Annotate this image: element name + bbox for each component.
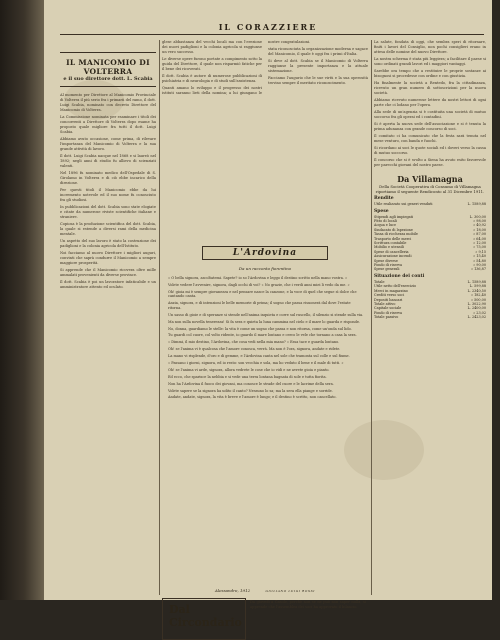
finance-line-amount: » 500,00 [470,297,486,302]
article-paragraph: Al momento per Direttore al Manicomio Provinciale di Volterra il più serio fra i primarii del ramo, il dott. Luigi Scabia, nominato con decreto Direttore del Manicomio di Volterra. [60,93,156,112]
finance-line-label: Tassa di ricchezza mobile [374,232,418,237]
finance-line-label: Spese diverse [374,258,398,263]
article-header-box [60,52,156,87]
article-paragraph: Nel 1896 fu nominato medico dell'Ospedale di S. Girolamo in Volterra e di ciò ebbe incarico della direzione. [60,171,156,185]
column-divider [159,40,160,595]
finance-line-amount: » 23,02 [473,310,486,315]
article-paragraph: Copiosa è la produzione scientifica del dott. Scabia, la quale si estende a diversi rami della medicina mentale. [60,222,156,236]
finance-line-amount: » 98,00 [473,219,486,223]
center-paragraph: Facciamo l'augurio che le sue virtù e la sua operosità trovino sempre il meritato riconoscimento. [268,76,368,85]
finance-line-label: Trasporto delle merci [374,236,412,241]
article-paragraph: La Commissione nominata per esaminare i titoli dei concorrenti a Direttore di Volterra dopo esame ha proposto quale migliore fra tutti il dott. Luigi Scabia. [60,115,156,134]
right-paragraph: Si è aperta la nuova sede dell'associazione e si è tenuta la prima adunanza con grande concorso di soci. [374,122,486,131]
finance-line-label: Fondo di riserva [374,263,403,268]
finance-line-amount: » 18,00 [473,227,486,232]
finance-line-amount: » 90,00 [473,263,486,268]
center-bottom-paragraph: Da giovedì a Casole, perchè non se ne può non saper nulla, si apprende che l'assemblea dei soci ha approvato il bilancio. [250,600,366,609]
poem-stanza: Andate, andate, signora, la vita è breve e l'amore è lungo; e il destino è scritto, non cancellato. [168,395,337,400]
finance-line-label: Sindacato di Ispezione [374,227,413,232]
right-paragraph: La nostra scherma è stata più leggiera; a facilitare il paese si sono ordinati grandi lavori ed i maggiori vantaggi. [374,57,486,66]
finance-line-amount: » 136,87 [470,267,486,272]
finance-line-amount: » 87,00 [473,232,486,237]
finance-title: Da Villamagna [397,174,463,184]
poem-stanza: La mano vi risplende, d'oro e di gemme, e l'Ardovina canta nel sole che tramonta sul colle e sul fiume. [168,354,350,359]
poem-signature-name: Alessandro, 1912 [214,588,251,593]
poem-signature [162,588,368,593]
finance-line-amount: » 75,00 [473,245,486,250]
center-paragraph: Quanti amano lo sviluppo e il progresso dei nostri istituti saranno lieti della nomina; a lui giungano le nostre congratulazioni. [162,40,311,95]
poem-stanza: « Dimmi, il mio destino, l'Ardovina, che cosa vedi nella mia mano? » Essa tace e guarda lontano. [168,340,340,345]
poem-stanza: Volete vedere l'avvenire, signora, dagli occhi di voi? « No grazie, che i verdi anni miei li vedo da me. » [168,282,350,287]
circondario-box [162,598,246,640]
poem-body [168,276,364,402]
poem-stanza: No, donna, guardiamo le stelle: la vita è come un sogno che passa e non ritorna, come un'onda sul lido. [168,326,352,331]
center-paragraph: Il dott. Scabia è autore di numerose pubblicazioni di psichiatria e di neurologia e di studi sull'assistenza. [162,74,262,83]
finance-table [374,196,486,319]
finance-line-label: Depositi bancari [374,297,403,302]
masthead: IL CORAZZIERE [218,22,318,32]
book-binding [0,0,44,600]
right-paragraph: Il concorso che si è svolto a Siena ha avuto esito favorevole per parecchi giovani del nostro paese. [374,158,486,167]
finance-line-label: Spese di cancelleria [374,249,409,254]
poem-stanza: « O bella signora, ascoltatemi. Sapete? io so l'Ardovina e leggo il destino scritto nella mano vostra. » [168,276,348,280]
poem-stanza: Oh! gioia mi è sempre giovanezza e nel pensare nasce la canzone, e la voce di quel che segue sì dolce che cantando canta. [168,289,357,299]
finance-line-amount: L. 599,88 [469,284,486,289]
article-paragraph: In pubblicazioni del dott. Scabia sono state elogiate e citate da numerose riviste scientifiche italiane e straniere. [60,205,156,219]
finance-line-label: Mobilio e utensili [374,245,404,250]
circondario-title: Dal Circondario [169,603,242,629]
poem-stanza: Ma non sulla novella tenerezza! Si fa sera e quieta la luna cammina nel cielo e il mare lo guarda e risponde. [168,319,361,324]
article-paragraph: Si apprende che il Manicomio ricovera oltre mille ammalati provenienti da diverse province. [60,268,156,277]
poem-stanza: Anzia, signora, e di intenzioni le belle memorie di prima; il sogno che passa risuonerà dal dove l'estate ritorna. [168,301,351,310]
finance-line [374,315,486,319]
finance-line-label: Acqua e luce [374,223,397,228]
finance-subtitle: Della Società Cooperativa di Consumo di Villamagna riportiamo il seguente Rendiconto al 31 Dicembre 1911. [375,184,485,194]
poem-stanza: Oh! se l'anima vi arde, signora, allora vedrete le cose che io vidi e ne avrete gioia e pianto. [168,367,330,372]
center-paragraph: Le diverse opere furono portate a compimento sotto la guida del Direttore, il quale non risparmiò fatiche per il bene dei ricoverati. [162,57,262,71]
right-paragraph: Abbiamo ricevuto numerose lettere da nostri lettori di ogni parte che ci lodano per l'opera. [374,98,486,107]
finance-line-amount: L. 2400,00 [467,306,486,311]
poem-stanza: Volete sapere se la signora ha udito il canto? Nessuno lo sa; ma la sera ella piange e sorride. [168,388,333,393]
article-paragraph: Il dott. Luigi Scabia nacque nel 1868 e si laureò nel 1892; negli anni di studio fu allievo di scienziati valenti. [60,154,156,168]
finance-line-amount: » 64,00 [473,236,486,241]
column-left [60,40,156,595]
poem-signature-small: GIULIANO LUIGI ROSSI [265,589,316,593]
finance-line-amount: » 9,15 [475,249,486,254]
article-paragraph: Abbiamo avuto occasione, come prima, di rilevare l'importanza del Manicomio di Volterra e la sua grande attività di lavoro. [60,137,156,151]
article-paragraph: Per questi titoli il Manicomio ebbe da lui incremento notevole ed il suo nome fu conosciuto fra gli studiosi. [60,188,156,202]
finance-section-heading: Situazione dei conti [374,273,425,279]
finance-line-label: Spese generali [374,267,400,272]
article-paragraph: Il dott. Scabia è poi un lavoratore infaticabile e un amministratore attento ed oculato. [60,280,156,289]
finance-line-amount: » 12,00 [473,241,486,246]
article-title: IL MANICOMIO DI VOLTERRA [66,58,150,76]
center-top-text [162,40,368,96]
poem-stanza: Un sasso di gioie e di speranze si stende nell'anima inquieta e corre sul ruscello, il silenzio si stende sulla via. [168,312,364,317]
finance-line-label: Merci in magazzino [374,288,408,293]
right-paragraph: Alla sede di un'agenzia si è costituita una società di mutuo soccorso fra gli operai ed i contadini. [374,110,486,119]
finance-line-label: Assicurazione incendi [374,254,412,259]
finance-line-label: Crediti verso soci [374,293,405,298]
center-paragraph: stata riconosciuta la organizzazione moderna e sagace del Manicomio, il quale è oggi fra i primi d'Italia. [268,47,368,56]
finance-line-label: Stipendi agli impiegati [374,214,414,219]
right-top-text [374,40,486,168]
newspaper-page [44,0,492,629]
poem-stanza: Ed ecco, che sparisce la nebbia e si vede una terra lontana bagnata di sole e tutta fiorita. [168,374,327,379]
finance-line-amount: L. 3022,90 [467,301,486,306]
article-body [60,93,156,290]
finance-line [374,202,486,206]
finance-section-heading: Rendite [374,196,394,202]
poem-stanza: Oh! se l'anima vi è qualcosa che l'amore conosca, verrà. Ma non è l'ora, signora, andate e ridete. [168,347,341,352]
masthead-rule [60,34,484,35]
column-divider [371,40,372,595]
finance-line-amount: » 40,92 [473,223,486,228]
right-paragraph: Sarebbe ora tempo che a restituire le proprie sostanze ai bisognosi si procedesse con ordine e con giustizia. [374,69,486,78]
finance-line-amount: » 54,80 [473,258,486,263]
right-paragraph: Il comitato ci ha comunicato che la festa sarà tenuta nel mese venturo, con banda e fuochi. [374,134,486,143]
poem-stanza: Non ha l'Ardovina il fuoco dei giovani, ma conosce le strade del cuore e le lacrime della sera. [168,381,334,386]
right-paragraph: Ha finalmente la società a Rentedo, fra la cittadinanza, ricevuto un gran numero di sottoscrizioni per la nuova società. [374,81,486,95]
poem-title [162,248,368,258]
finance-line-amount: L. 1589,88 [467,202,486,207]
poem-stanza: Tu guardi col cuore, col volto ridente, io guardo il mare lontano e cerco le vele che tornano a casa la sera. [168,333,357,338]
finance-line-amount: L. 2340,50 [467,288,486,293]
poem-title-text: L'Ardovina [202,246,328,260]
finance-line-label: Utile realizzato sui generi venduti [374,202,433,207]
finance-line-label: Totale attivo [374,301,396,306]
article-paragraph: Un aspetto del suo lavoro è stato la costruzione dei padiglioni e la colonia agricola dell'Istituto. [60,239,156,248]
finance-line-label: Fitto di locali [374,219,397,223]
article-subtitle: e il suo direttore dott. L. Scabia [63,76,153,82]
right-paragraph: La salute, fondata di oggi, che sembra speri di ritornare, finiti i lavori del Consiglio, non pochi consiglieri erano in attesa delle nomine del nuovo Direttore. [374,40,486,54]
finance-line-label: Totale passivo [374,315,399,320]
finance-line-label: Fondo di riserva [374,310,403,315]
right-paragraph: Si ricordano ai soci le quote sociali ed i doveri verso la cassa di mutuo soccorso. [374,146,486,155]
poem-stanza: « Passano i giorni, signora, ed io resto: son vecchia e sola, ma ho veduto il bene e il male di tutti. » [168,360,344,365]
finance-line-amount: L. 2423,02 [467,315,486,320]
finance-line-amount: » 15,40 [473,254,486,259]
center-bottom-text [250,600,366,612]
finance-line-label: Scrittura contabile [374,241,407,246]
center-paragraph: Si deve al dott. Scabia se il Manicomio di Volterra raggiunse la presente importanza e la attuale sistemazione. [268,59,368,73]
finance-line-label: Capitale sociale [374,306,402,311]
finance-line-label: Utile netto dell'esercizio [374,284,417,289]
column-center [162,40,368,629]
poem-subtitle: Da un racconto fiorentino [238,266,292,271]
article-paragraph: Noi facciamo al nuovo Direttore i migliori auguri, convinti che saprà condurre il Manicomio a sempre maggiore prosperità. [60,251,156,265]
finance-line-amount: » 182,40 [470,293,486,298]
column-right [374,40,486,595]
finance-line-label: Totale [374,279,385,284]
center-paragraph: glese abbastanza del vecchi locali ma con l'erezione dei nuovi padiglioni e la colonia agricola si raggiunse un vero successo. [162,40,262,54]
finance-line [374,267,486,271]
finance-section-heading: Spese [374,208,389,214]
finance-line-amount: L. 300,00 [469,214,486,219]
finance-line-amount: L. 1589,88 [467,279,486,284]
